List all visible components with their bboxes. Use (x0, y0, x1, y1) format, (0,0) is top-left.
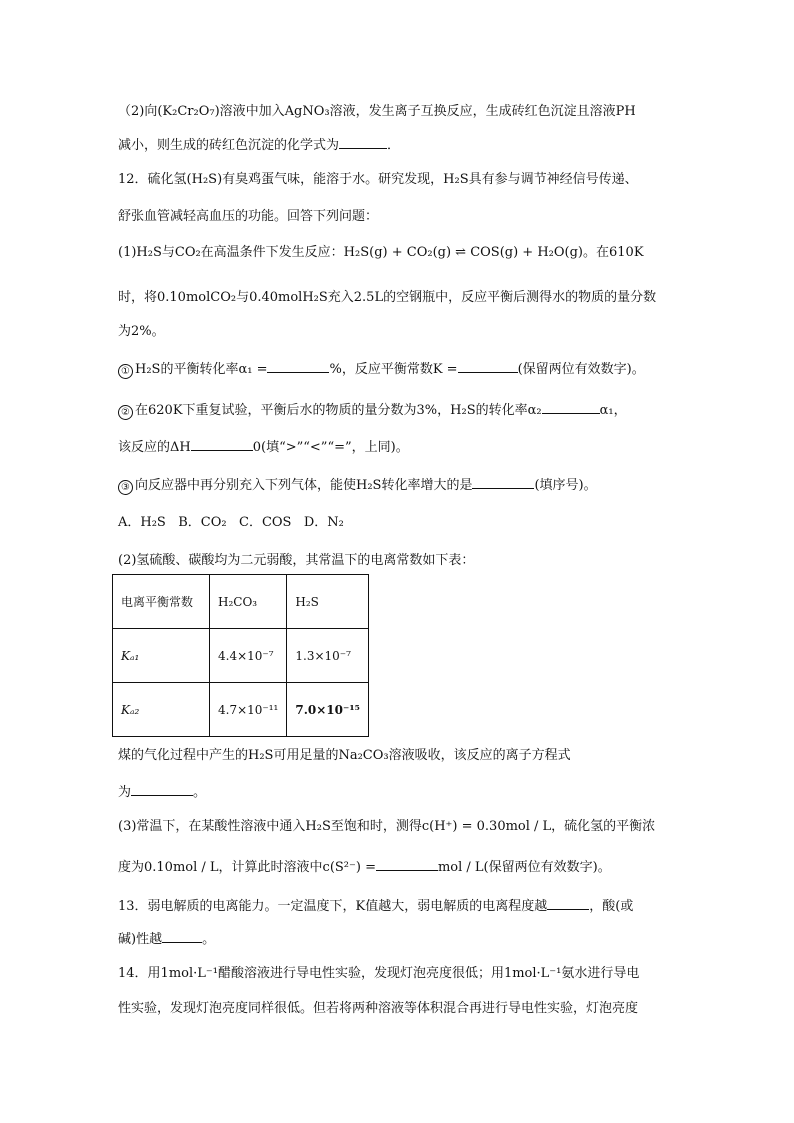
circled-number-icon: ② (118, 405, 133, 420)
answer-blank (267, 360, 329, 373)
text-line (118, 897, 633, 915)
table-cell-text: Kₐ₁ (121, 648, 140, 663)
table-cell (113, 683, 210, 737)
table-row (113, 683, 369, 737)
text-segment: (保留两位有效数字)。 (517, 362, 645, 377)
text-segment: mol / L(保留两位有效数字)。 (437, 860, 611, 875)
text-line: (3)常温下，在某酸性溶液中通入H₂S至饱和时，测得c(H⁺) = 0.30mol / L，硫化氢的平衡浓 (118, 819, 656, 834)
text-line (118, 476, 597, 495)
text-segment: 。 (202, 932, 216, 947)
text-segment: α₁， (599, 403, 627, 418)
text-line (118, 783, 206, 801)
answer-options: A．H₂S B．CO₂ C．COS D．N₂ (118, 515, 344, 530)
table-cell (113, 629, 210, 683)
table-cell: 1.3×10⁻⁷ (287, 629, 368, 683)
table-header-cell: H₂CO₃ (210, 575, 287, 629)
circled-number-icon: ① (118, 364, 133, 379)
text-segment: 该反应的ΔH (118, 440, 191, 455)
text-segment: 碱)性越 (118, 932, 163, 947)
text-line: (2)氢硫酸、碳酸均为二元弱酸，其常温下的电离常数如下表： (118, 553, 475, 568)
table-cell: 4.7×10⁻¹¹ (210, 683, 287, 737)
answer-blank (472, 476, 534, 489)
question-14-title: 14．用1mol·L⁻¹醋酸溶液进行导电性实验，发现灯泡亮度很低；用1mol·L⁻¹氨水进行导电 (118, 966, 640, 981)
text-segment: 为 (118, 785, 132, 800)
text-segment: 13．弱电解质的电离能力。一定温度下，K值越大，弱电解质的电离程度越 (118, 899, 548, 914)
text-segment: 。 (193, 785, 207, 800)
ionization-constant-table (112, 574, 369, 737)
text-segment: 减小，则生成的砖红色沉淀的化学式为 (118, 138, 340, 153)
text-line (118, 438, 409, 456)
text-line (118, 401, 627, 420)
text-segment: ． (387, 138, 401, 153)
table-header-row (113, 575, 369, 629)
answer-blank (376, 858, 438, 871)
table-header-cell: H₂S (287, 575, 368, 629)
table-cell: 7.0×10⁻¹⁵ (287, 683, 368, 737)
text-line (118, 930, 215, 948)
text-segment: (填序号)。 (534, 478, 597, 493)
answer-blank (542, 401, 600, 414)
answer-blank (339, 136, 387, 149)
text-segment: 度为0.10mol / L，计算此时溶液中c(S²⁻) = (118, 860, 376, 875)
text-segment: 在620K下重复试验，平衡后水的物质的量分数为3%，H₂S的转化率α₂ (135, 403, 542, 418)
answer-blank (191, 438, 253, 451)
text-line: （2)向(K₂Cr₂O₇)溶液中加入AgNO₃溶液，发生离子互换反应，生成砖红色沉淀且溶液PH (118, 104, 636, 119)
answer-blank (547, 897, 589, 910)
answer-blank (458, 360, 518, 373)
table-header-cell: 电离平衡常数 (113, 575, 210, 629)
table-cell: 4.4×10⁻⁷ (210, 629, 287, 683)
text-line (118, 136, 400, 154)
text-segment: H₂S的平衡转化率α₁ = (135, 362, 268, 377)
text-line: 为2%。 (118, 324, 165, 339)
text-line (118, 858, 611, 876)
answer-blank (162, 930, 202, 943)
text-segment: %，反应平衡常数K = (329, 362, 458, 377)
circled-number-icon: ③ (118, 480, 133, 495)
question-12-title: 12．硫化氢(H₂S)有臭鸡蛋气味，能溶于水。研究发现，H₂S具有参与调节神经信号传递、 (118, 172, 638, 187)
text-segment: 向反应器中再分别充入下列气体，能使H₂S转化率增大的是 (135, 478, 473, 493)
text-line: 时，将0.10molCO₂与0.40molH₂S充入2.5L的空钢瓶中，反应平衡后测得水的物质的量分数 (118, 290, 657, 305)
table-row (113, 629, 369, 683)
table-cell-text: Kₐ₂ (121, 702, 140, 717)
text-line: 煤的气化过程中产生的H₂S可用足量的Na₂CO₃溶液吸收，该反应的离子方程式 (118, 748, 571, 763)
text-line: 舒张血管减轻高血压的功能。回答下列问题： (118, 209, 379, 224)
answer-blank (131, 783, 193, 796)
text-line (118, 360, 645, 379)
text-line: 性实验，发现灯泡亮度同样很低。但若将两种溶液等体积混合再进行导电性实验，灯泡亮度 (118, 1001, 639, 1016)
text-line: (1)H₂S与CO₂在高温条件下发生反应：H₂S(g) + CO₂(g) ⇌ COS(g) + H₂O(g)。在610K (118, 245, 644, 260)
text-segment: 0(填“>”“<”“=”，上同)。 (252, 440, 409, 455)
text-segment: ，酸(或 (589, 899, 634, 914)
